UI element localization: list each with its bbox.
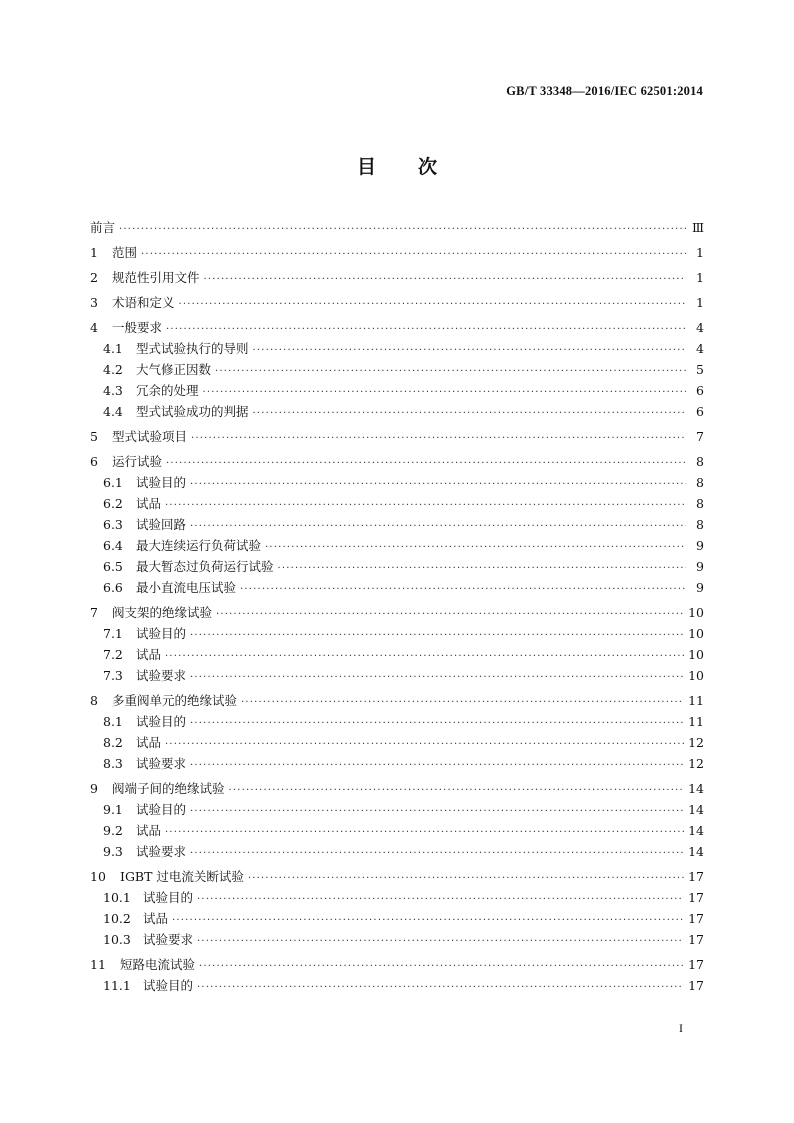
toc-entry-label: 阀端子间的绝缘试验	[112, 781, 225, 796]
toc-entry-number: 8.1	[103, 714, 123, 729]
toc-entry-number: 11.1	[103, 978, 131, 993]
toc-entry-number: 4.1	[103, 341, 123, 356]
toc-entry-label: 规范性引用文件	[112, 270, 200, 285]
dot-leader	[190, 479, 686, 490]
toc-entry-page: 12	[688, 756, 704, 771]
toc-entry-page: 17	[688, 957, 704, 972]
dot-leader	[165, 651, 684, 662]
toc-entry-page: 8	[696, 496, 704, 511]
toc-entry-label: 型式试验成功的判据	[136, 404, 249, 419]
dot-leader	[203, 387, 686, 398]
toc-entry[interactable]	[90, 800, 704, 821]
toc-entry[interactable]	[90, 666, 704, 687]
toc-entry[interactable]	[90, 645, 704, 666]
toc-entry-label: 试验目的	[143, 978, 194, 993]
dot-leader	[119, 224, 686, 235]
dot-leader	[241, 697, 684, 708]
toc-entry-label: 试验目的	[136, 714, 187, 729]
toc-entry-label: 一般要求	[112, 320, 163, 335]
dot-leader	[165, 739, 684, 750]
toc-entry-number: 8.3	[103, 756, 123, 771]
toc-entry-page: 10	[688, 647, 704, 662]
toc-entry[interactable]	[90, 624, 704, 645]
toc-entry-number: 6.3	[103, 517, 123, 532]
toc-entry-page: 10	[688, 668, 704, 683]
toc-entry[interactable]	[90, 536, 704, 557]
toc-entry-page: 11	[688, 714, 704, 729]
dot-leader	[278, 563, 686, 574]
toc-entry-page: 14	[688, 781, 704, 796]
toc-entry-number: 7	[90, 605, 98, 620]
toc-entry-number: 4.4	[103, 404, 123, 419]
toc-entry-page: 4	[696, 320, 704, 335]
dot-leader	[165, 500, 686, 511]
title-char-2: 次	[418, 156, 438, 178]
toc-entry-label: 最小直流电压试验	[136, 580, 237, 595]
toc-entry-page: 5	[696, 362, 704, 377]
toc-entry-number: 4	[90, 320, 98, 335]
toc-entry-page: 10	[688, 626, 704, 641]
toc-entry-number: 7.2	[103, 647, 123, 662]
toc-entry[interactable]	[90, 603, 704, 624]
toc-entry-page: 17	[688, 911, 704, 926]
toc-entry-label: 型式试验执行的导则	[136, 341, 249, 356]
dot-leader	[190, 521, 686, 532]
dot-leader	[141, 249, 686, 260]
toc-entry-label: 试验要求	[136, 668, 187, 683]
toc-entry-number: 6.4	[103, 538, 123, 553]
toc-entry-page: 9	[696, 538, 704, 553]
toc-entry[interactable]	[90, 218, 704, 239]
toc-entry-page: 17	[688, 978, 704, 993]
toc-entry-number: 7.3	[103, 668, 123, 683]
toc-entry[interactable]	[90, 557, 704, 578]
page-title	[0, 152, 794, 179]
dot-leader	[190, 630, 684, 641]
toc-entry-number: 4.2	[103, 362, 123, 377]
toc-entry-label: 试验目的	[136, 626, 187, 641]
toc-entry-number: 8	[90, 693, 98, 708]
toc-entry[interactable]	[90, 243, 704, 264]
toc-entry-number: 2	[90, 270, 98, 285]
toc-entry-label: 冗余的处理	[136, 383, 199, 398]
toc-entry[interactable]	[90, 930, 704, 951]
toc-entry-page: 11	[688, 693, 704, 708]
toc-entry-page: 1	[696, 270, 704, 285]
toc-entry[interactable]	[90, 909, 704, 930]
toc-entry-page: 7	[696, 429, 704, 444]
toc-entry-label: 试验回路	[136, 517, 187, 532]
toc-entry-number: 10.3	[103, 932, 131, 947]
toc-entry[interactable]	[90, 293, 704, 314]
toc-entry-label: 范围	[112, 245, 138, 260]
title-char-1: 目	[356, 156, 376, 178]
toc-entry-number: 11	[90, 957, 106, 972]
toc-entry-label: 多重阀单元的绝缘试验	[112, 693, 238, 708]
toc-entry-label: 试品	[136, 647, 162, 662]
toc-entry-number: 6.6	[103, 580, 123, 595]
toc-entry-page: 6	[696, 383, 704, 398]
toc-entry-label: IGBT 过电流关断试验	[120, 869, 244, 884]
toc-entry-page: 8	[696, 454, 704, 469]
toc-entry-page: 14	[688, 823, 704, 838]
toc-entry-number: 3	[90, 295, 98, 310]
toc-entry-page: 10	[688, 605, 704, 620]
toc-entry-page: 12	[688, 735, 704, 750]
toc-entry-page: 9	[696, 559, 704, 574]
toc-entry[interactable]	[90, 381, 704, 402]
dot-leader	[190, 806, 684, 817]
toc-entry-number: 8.2	[103, 735, 123, 750]
toc-entry-number: 6.1	[103, 475, 123, 490]
toc-entry[interactable]	[90, 867, 704, 888]
toc-entry[interactable]	[90, 842, 704, 863]
toc-entry[interactable]	[90, 339, 704, 360]
toc-entry-label: 最大连续运行负荷试验	[136, 538, 262, 553]
dot-leader	[215, 366, 686, 377]
toc-entry-page: 4	[696, 341, 704, 356]
toc-entry-label: 试验要求	[143, 932, 194, 947]
toc-entry[interactable]	[90, 733, 704, 754]
toc-entry[interactable]	[90, 427, 704, 448]
toc-entry[interactable]	[90, 452, 704, 473]
toc-entry-label: 试验目的	[136, 802, 187, 817]
table-of-contents	[90, 218, 704, 997]
dot-leader	[197, 936, 684, 947]
dot-leader	[190, 718, 684, 729]
folio-page-number: I	[679, 1021, 683, 1035]
toc-entry[interactable]	[90, 691, 704, 712]
dot-leader	[240, 584, 686, 595]
toc-entry[interactable]	[90, 494, 704, 515]
dot-leader	[204, 274, 686, 285]
toc-entry-label: 试品	[143, 911, 169, 926]
toc-entry-number: 9	[90, 781, 98, 796]
toc-entry-label: 阀支架的绝缘试验	[112, 605, 213, 620]
dot-leader	[265, 542, 686, 553]
toc-entry-number: 4.3	[103, 383, 123, 398]
toc-entry-page: 17	[688, 890, 704, 905]
dot-leader	[172, 915, 684, 926]
toc-entry-label: 大气修正因数	[136, 362, 212, 377]
toc-entry-label: 术语和定义	[112, 295, 175, 310]
toc-entry-number: 6	[90, 454, 98, 469]
standard-code: GB/T 33348—2016/IEC 62501:2014	[506, 84, 703, 98]
toc-entry-page: 17	[688, 932, 704, 947]
toc-entry-page: 14	[688, 844, 704, 859]
toc-entry-label: 前言	[90, 220, 116, 235]
dot-leader	[248, 873, 684, 884]
toc-entry[interactable]	[90, 268, 704, 289]
toc-entry-label: 试品	[136, 496, 162, 511]
toc-entry-number: 9.1	[103, 802, 123, 817]
toc-entry-page: 1	[696, 295, 704, 310]
toc-entry-page: Ⅲ	[691, 220, 704, 235]
dot-leader	[190, 848, 684, 859]
toc-entry[interactable]	[90, 515, 704, 536]
toc-entry-label: 试品	[136, 823, 162, 838]
dot-leader	[190, 672, 684, 683]
toc-entry-number: 10.2	[103, 911, 131, 926]
dot-leader	[253, 408, 686, 419]
toc-entry-number: 10	[90, 869, 106, 884]
toc-entry-number: 10.1	[103, 890, 131, 905]
dot-leader	[197, 894, 684, 905]
toc-entry[interactable]	[90, 976, 704, 997]
toc-entry[interactable]	[90, 712, 704, 733]
toc-entry[interactable]	[90, 578, 704, 599]
toc-entry-label: 试品	[136, 735, 162, 750]
dot-leader	[216, 609, 684, 620]
toc-entry-label: 试验目的	[143, 890, 194, 905]
toc-entry[interactable]	[90, 955, 704, 976]
toc-entry-label: 短路电流试验	[120, 957, 196, 972]
dot-leader	[191, 433, 686, 444]
toc-entry-page: 6	[696, 404, 704, 419]
dot-leader	[197, 982, 684, 993]
dot-leader	[179, 299, 686, 310]
toc-entry-number: 9.2	[103, 823, 123, 838]
toc-entry-number: 1	[90, 245, 98, 260]
toc-entry-page: 1	[696, 245, 704, 260]
toc-entry-label: 型式试验项目	[112, 429, 188, 444]
toc-entry[interactable]	[90, 402, 704, 423]
dot-leader	[165, 827, 684, 838]
toc-entry[interactable]	[90, 754, 704, 775]
toc-entry-number: 6.2	[103, 496, 123, 511]
toc-entry-page: 14	[688, 802, 704, 817]
toc-entry-number: 9.3	[103, 844, 123, 859]
toc-entry-page: 17	[688, 869, 704, 884]
toc-entry-label: 最大暂态过负荷运行试验	[136, 559, 274, 574]
toc-entry-label: 运行试验	[112, 454, 163, 469]
toc-entry[interactable]	[90, 779, 704, 800]
toc-entry-label: 试验目的	[136, 475, 187, 490]
toc-entry-label: 试验要求	[136, 756, 187, 771]
toc-entry[interactable]	[90, 821, 704, 842]
dot-leader	[190, 760, 684, 771]
dot-leader	[199, 961, 684, 972]
toc-entry-number: 7.1	[103, 626, 123, 641]
toc-entry-page: 9	[696, 580, 704, 595]
toc-entry[interactable]	[90, 888, 704, 909]
dot-leader	[229, 785, 685, 796]
toc-entry[interactable]	[90, 360, 704, 381]
dot-leader	[253, 345, 686, 356]
toc-entry-number: 5	[90, 429, 98, 444]
dot-leader	[166, 458, 686, 469]
toc-entry-number: 6.5	[103, 559, 123, 574]
toc-entry-label: 试验要求	[136, 844, 187, 859]
toc-entry[interactable]	[90, 473, 704, 494]
dot-leader	[166, 324, 686, 335]
toc-entry-page: 8	[696, 517, 704, 532]
toc-entry-page: 8	[696, 475, 704, 490]
toc-entry[interactable]	[90, 318, 704, 339]
